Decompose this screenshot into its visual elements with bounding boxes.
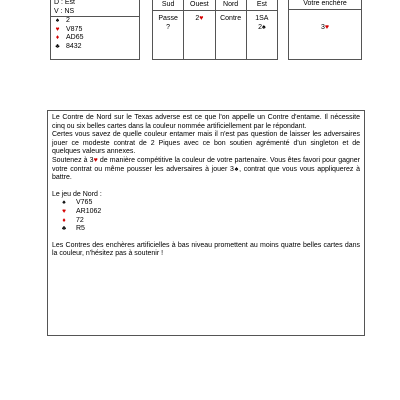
explanation-panel — [47, 110, 365, 336]
votre-enchere-title: Votre enchère — [289, 0, 361, 10]
club-icon: ♣ — [61, 225, 67, 233]
dealer-label: D : Est — [54, 0, 76, 6]
spade-icon: ♠ — [55, 17, 60, 25]
bid-ouest: 2♥ — [195, 15, 204, 22]
bid-nord: Contre — [220, 15, 242, 22]
spade-icon: ♠ — [261, 24, 266, 31]
bid-sud-2: ? — [166, 24, 171, 31]
diamond-icon: ♦ — [55, 34, 60, 42]
nord-cards-clubs: R5 — [76, 225, 85, 233]
hand-row-clubs — [51, 43, 139, 52]
nord-cards-hearts: AR1062 — [76, 207, 102, 215]
nord-row-clubs — [52, 225, 360, 234]
vulnerability-label: V : NS — [51, 8, 139, 18]
header-nord: Nord — [216, 0, 247, 10]
header-est: Est — [256, 1, 267, 8]
hand-cards-diamonds: AD65 — [66, 34, 84, 42]
header-sud: Sud — [153, 0, 184, 10]
header-ouest: Ouest — [184, 0, 215, 10]
hand-cards-clubs: 8432 — [66, 42, 82, 50]
votre-enchere-answer: 3♥ — [320, 24, 330, 31]
paragraph-1: Le Contre de Nord sur le Texas adverse est ce que l'on appelle un Contre d'entame. Il nécessite cinq ou six belles cartes dans la couleur nommée artificiellement par le répondant. — [52, 114, 360, 130]
bidding-body — [153, 11, 277, 60]
heart-icon: ♥ — [93, 156, 98, 164]
hand-row-spades — [51, 17, 139, 26]
paragraph-2: Certes vous savez de quelle couleur entamer mais il n'est pas question de laisser les adversaires jouer ce modeste contrat de 2 Piques avec ce bon soutien agrémenté d'un singleton et de quelques valeurs annexes. — [52, 131, 360, 156]
bid-sud-1: Passe — [158, 15, 178, 22]
nord-row-diamonds — [52, 217, 360, 226]
votre-enchere-panel — [288, 0, 362, 60]
heart-icon: ♥ — [199, 15, 204, 22]
nord-row-spades — [52, 199, 360, 208]
heart-icon: ♥ — [324, 24, 330, 31]
diamond-icon: ♦ — [62, 216, 66, 224]
hand-diagram — [50, 0, 140, 60]
bid-est-1: 1SA — [255, 15, 269, 22]
col-est — [247, 11, 277, 60]
heart-icon: ♥ — [55, 25, 60, 33]
spade-icon: ♠ — [62, 199, 66, 207]
bidding-header — [153, 0, 277, 11]
col-nord — [216, 11, 247, 60]
col-ouest — [184, 11, 215, 60]
paragraph-3: Soutenez à 3♥ de manière compétitive la couleur de votre partenaire. Vous êtes favori pour gagner votre contrat ou même pousser les adversaires à jouer 3♠, contrat que vous vous appliquerez à battre. — [52, 156, 361, 182]
bidding-table — [152, 0, 278, 60]
heart-icon: ♥ — [62, 207, 66, 215]
nord-title: Le jeu de Nord : — [52, 190, 102, 198]
bid-est-2: 2♠ — [258, 24, 266, 31]
club-icon: ♣ — [55, 42, 60, 50]
nord-cards-spades: V765 — [76, 199, 93, 207]
hand-row-diamonds — [51, 34, 139, 43]
nord-cards-diamonds: 72 — [76, 216, 84, 224]
hand-cards-hearts: V875 — [66, 25, 83, 33]
hand-cards-spades: 2 — [66, 17, 70, 25]
paragraph-4: Les Contres des enchères artificielles à bas niveau promettent au moins quatre belles cartes dans la couleur, n'hésitez pas à soutenir ! — [52, 241, 360, 258]
nord-row-hearts — [52, 208, 360, 217]
spade-icon: ♠ — [233, 165, 240, 173]
col-sud — [153, 11, 184, 60]
hand-row-hearts — [51, 26, 139, 35]
